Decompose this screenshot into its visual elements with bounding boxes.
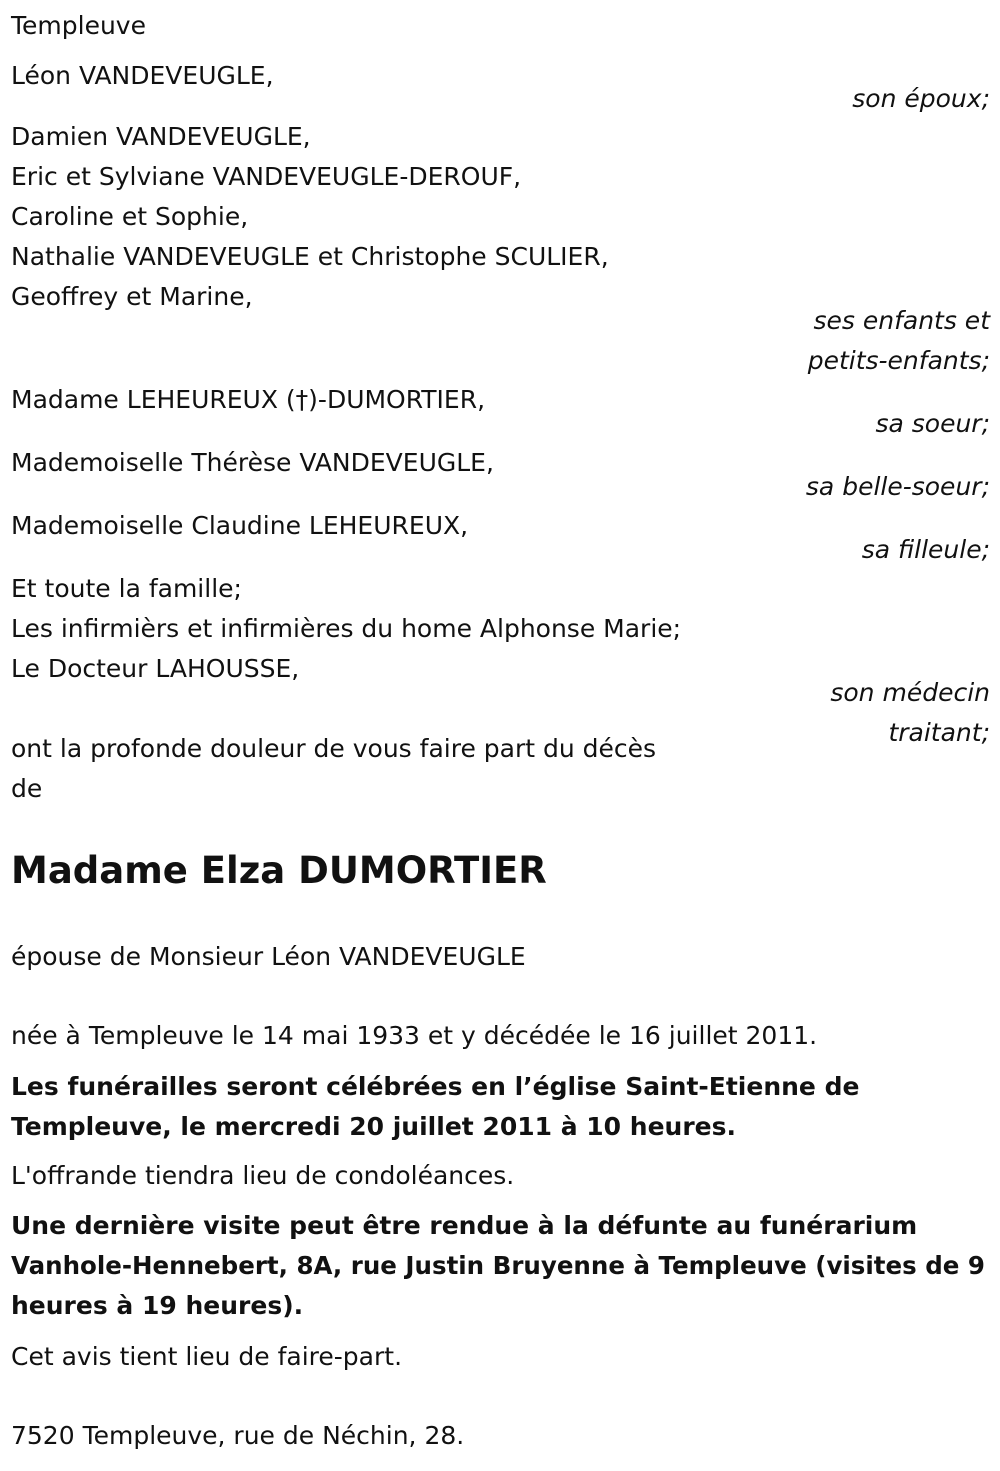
notice-line: Cet avis tient lieu de faire-part. <box>11 1342 403 1371</box>
visit-line-continued: Vanhole-Hennebert, 8A, rue Justin Bruyenne à Templeuve (visites de 9 <box>11 1251 985 1280</box>
sister-in-law-role: sa belle-soeur; <box>805 472 990 501</box>
sister-in-law-name: Mademoiselle Thérèse VANDEVEUGLE, <box>11 448 494 477</box>
child-line: Geoffrey et Marine, <box>11 282 253 311</box>
locality-line: Templeuve <box>11 11 146 40</box>
address-line: 7520 Templeuve, rue de Néchin, 28. <box>11 1421 465 1450</box>
nurses-line: Les infirmièrs et infirmières du home Alphonse Marie; <box>11 614 682 643</box>
child-line: Eric et Sylviane VANDEVEUGLE-DEROUF, <box>11 162 522 191</box>
doctor-role-continued: traitant; <box>888 718 990 747</box>
offering-line: L'offrande tiendra lieu de condoléances. <box>11 1161 515 1190</box>
goddaughter-name: Mademoiselle Claudine LEHEUREUX, <box>11 511 469 540</box>
funeral-line-continued: Templeuve, le mercredi 20 juillet 2011 à 10 heures. <box>11 1112 736 1141</box>
sister-name: Madame LEHEUREUX (†)-DUMORTIER, <box>11 385 486 414</box>
family-line: Et toute la famille; <box>11 574 242 603</box>
spouse-role: son époux; <box>852 84 990 113</box>
doctor-name: Le Docteur LAHOUSSE, <box>11 654 300 683</box>
doctor-role: son médecin <box>830 678 990 707</box>
deceased-name: Madame Elza DUMORTIER <box>11 849 547 892</box>
goddaughter-role: sa filleule; <box>861 535 990 564</box>
children-role: ses enfants et <box>813 306 990 335</box>
child-line: Nathalie VANDEVEUGLE et Christophe SCULIER, <box>11 242 609 271</box>
visit-line: Une dernière visite peut être rendue à la défunte au funérarium <box>11 1211 918 1240</box>
funeral-line: Les funérailles seront célébrées en l’église Saint-Etienne de <box>11 1072 860 1101</box>
child-line: Caroline et Sophie, <box>11 202 249 231</box>
children-role-continued: petits-enfants; <box>807 346 990 375</box>
announcement-line-continued: de <box>11 774 43 803</box>
spouse-name: Léon VANDEVEUGLE, <box>11 61 274 90</box>
sister-role: sa soeur; <box>875 409 990 438</box>
announcement-line: ont la profonde douleur de vous faire part du décès <box>11 734 657 763</box>
child-line: Damien VANDEVEUGLE, <box>11 122 311 151</box>
spouse-of-line: épouse de Monsieur Léon VANDEVEUGLE <box>11 942 526 971</box>
visit-line-end: heures à 19 heures). <box>11 1291 304 1320</box>
birth-death-line: née à Templeuve le 14 mai 1933 et y décédée le 16 juillet 2011. <box>11 1021 818 1050</box>
